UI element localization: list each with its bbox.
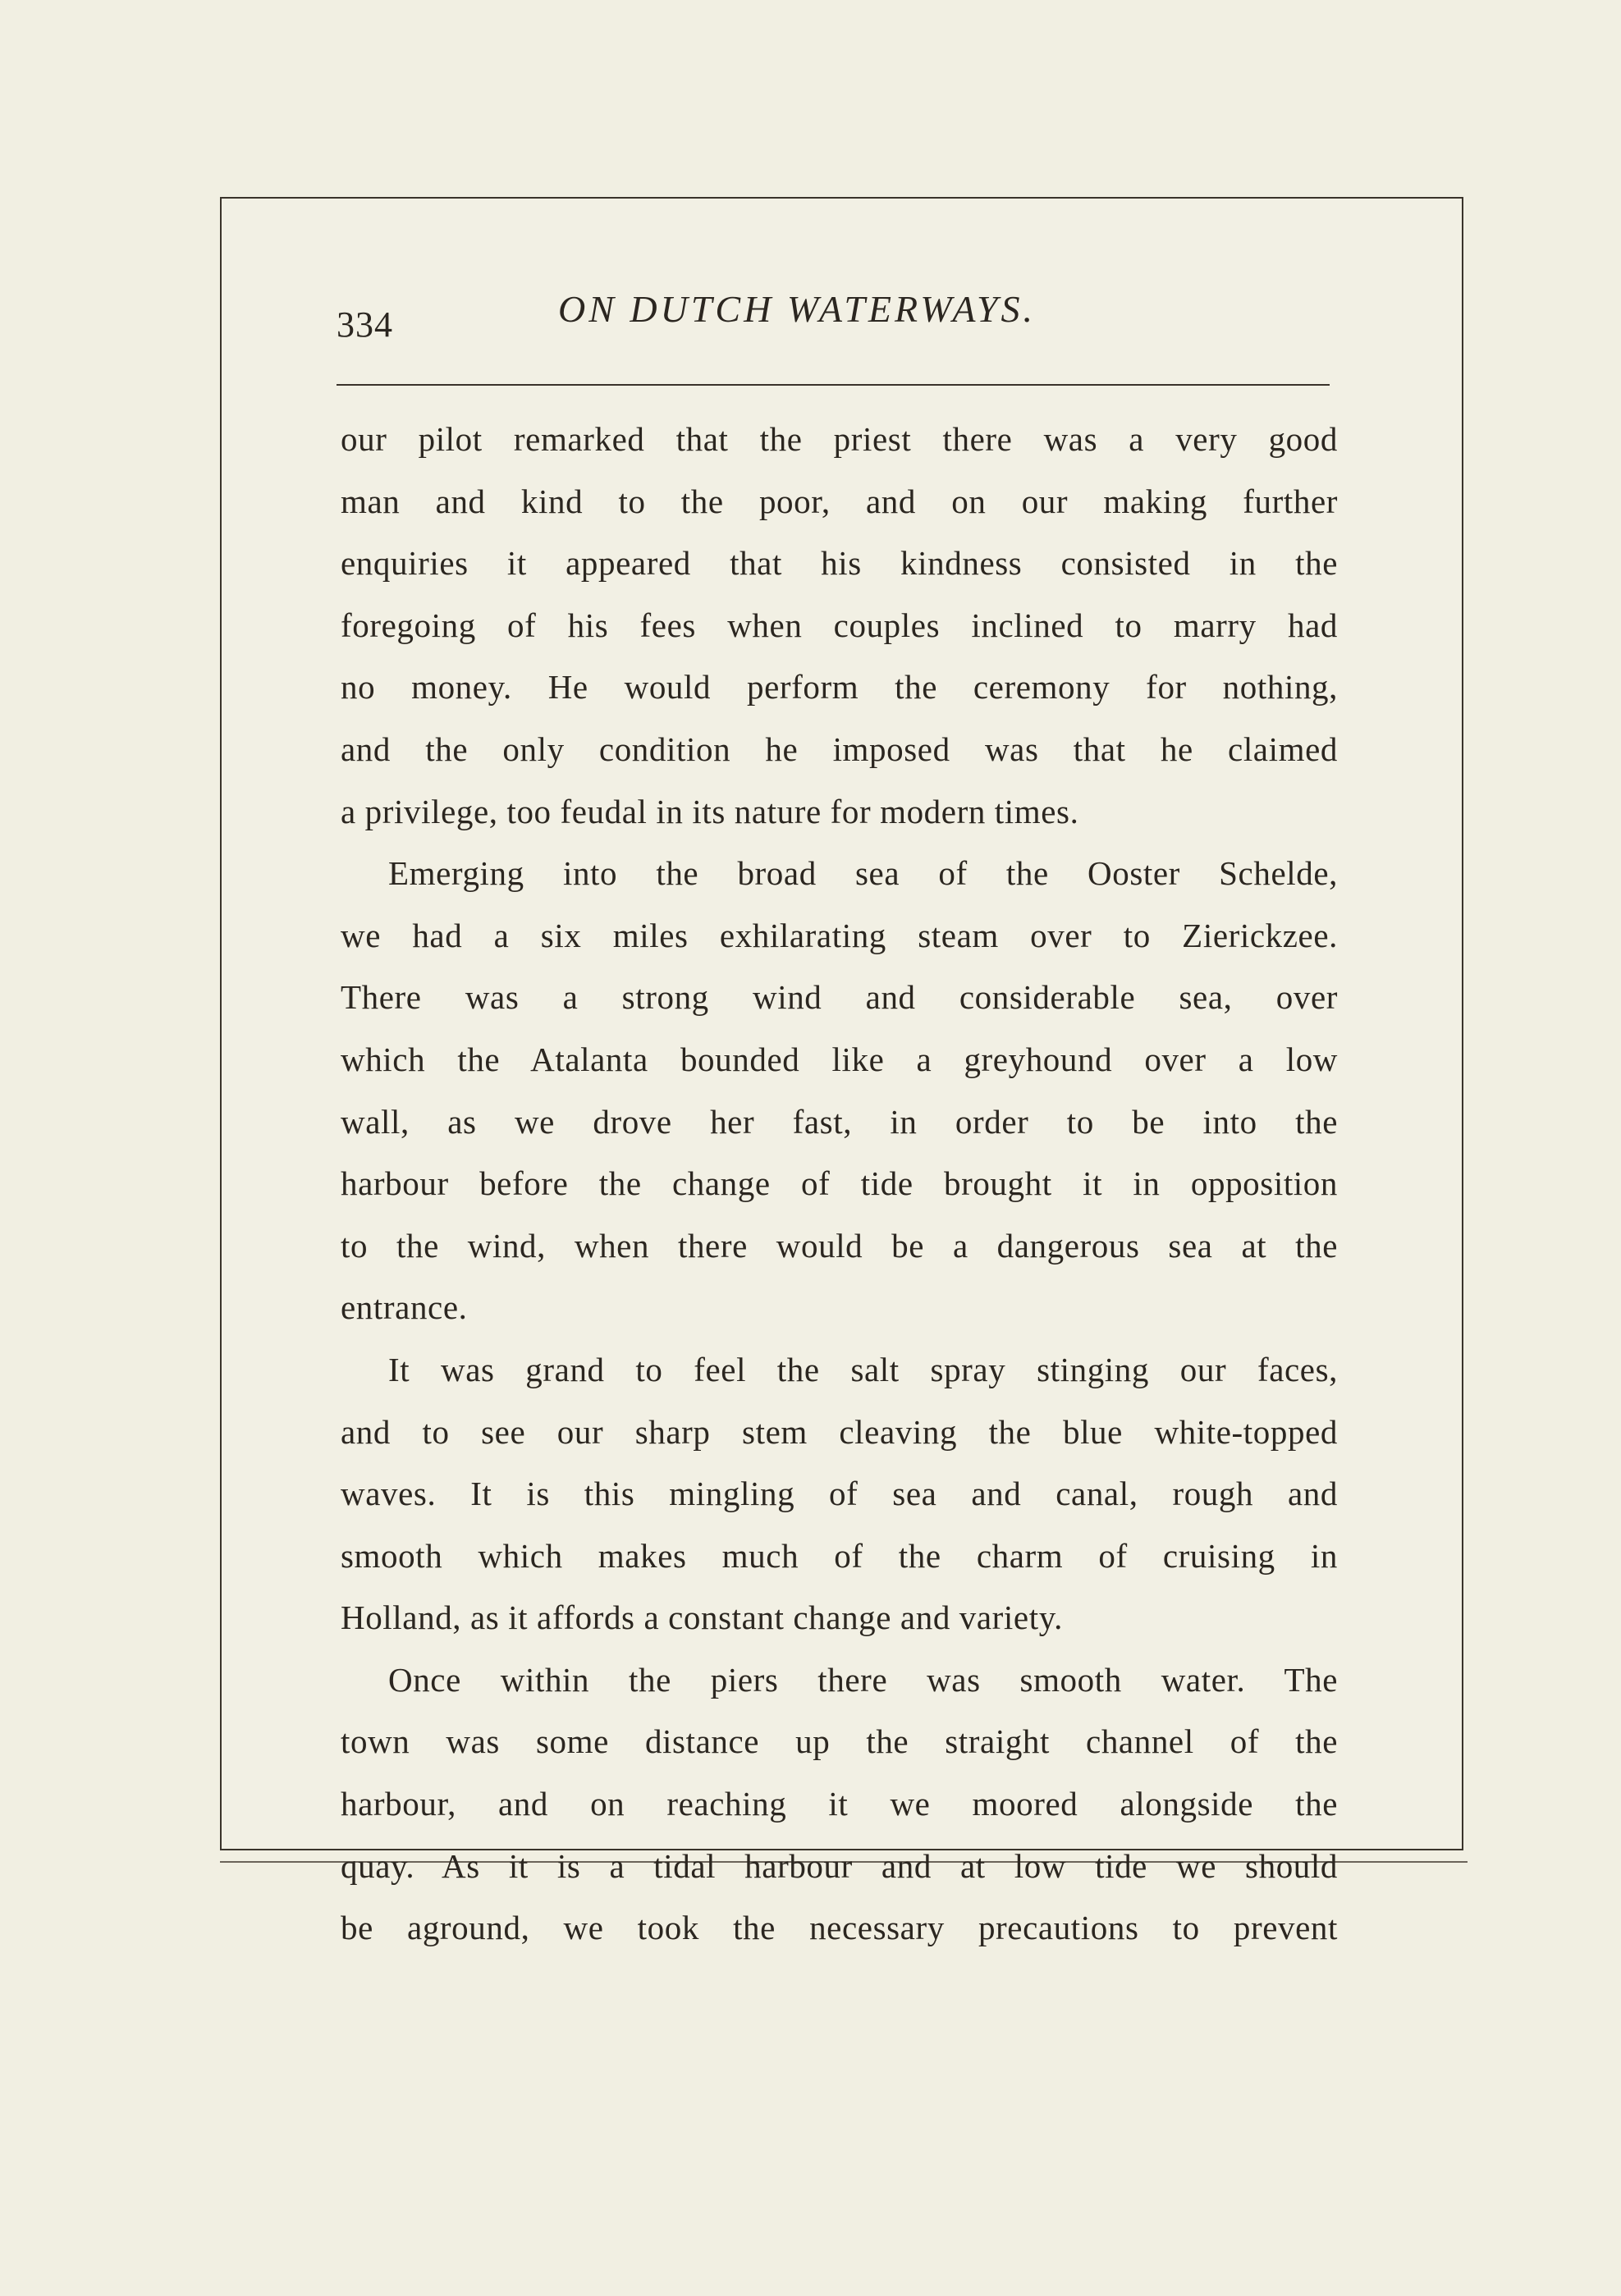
text-line: town was some distance up the straight channel of the	[341, 1722, 1338, 1761]
text-line: to the wind, when there would be a dangerous sea at the	[341, 1226, 1338, 1265]
text-line: foregoing of his fees when couples inclined to marry had	[341, 606, 1338, 644]
running-title: ON DUTCH WATERWAYS.	[558, 288, 1037, 330]
text-line: Holland, as it affords a constant change and variety.	[341, 1599, 1063, 1637]
text-line: Once within the piers there was smooth water. The	[388, 1660, 1338, 1699]
page-number: 334	[337, 304, 393, 345]
text-line: and to see our sharp stem cleaving the blue white-topped	[341, 1412, 1338, 1451]
text-line: harbour before the change of tide brought it in opposition	[341, 1164, 1338, 1203]
text-line: It was grand to feel the salt spray stinging our faces,	[388, 1350, 1338, 1388]
text-line: and the only condition he imposed was that he claimed	[341, 730, 1338, 768]
header-rule	[337, 384, 1330, 386]
text-line: There was a strong wind and considerable sea, over	[341, 978, 1338, 1017]
text-line: waves. It is this mingling of sea and canal, rough and	[341, 1475, 1338, 1513]
text-line: which the Atalanta bounded like a greyhound over a low	[341, 1040, 1338, 1078]
body-text	[341, 409, 1338, 1960]
text-line: quay. As it is a tidal harbour and at low tide we should	[341, 1846, 1338, 1885]
text-line: Emerging into the broad sea of the Ooster Schelde,	[388, 854, 1338, 893]
text-line: smooth which makes much of the charm of cruising in	[341, 1536, 1338, 1575]
text-line: our pilot remarked that the priest there was a very good	[341, 420, 1338, 458]
text-line: entrance.	[341, 1288, 468, 1327]
text-line: man and kind to the poor, and on our making further	[341, 482, 1338, 520]
text-line: no money. He would perform the ceremony for nothing,	[341, 668, 1338, 707]
text-line: enquiries it appeared that his kindness consisted in the	[341, 544, 1338, 583]
text-line: a privilege, too feudal in its nature for modern times.	[341, 792, 1079, 830]
text-line: wall, as we drove her fast, in order to be into the	[341, 1102, 1338, 1141]
text-line: be aground, we took the necessary precautions to prevent	[341, 1909, 1338, 1947]
text-line: harbour, and on reaching it we moored alongside the	[341, 1785, 1338, 1823]
text-line: we had a six miles exhilarating steam over to Zierickzee.	[341, 916, 1338, 954]
